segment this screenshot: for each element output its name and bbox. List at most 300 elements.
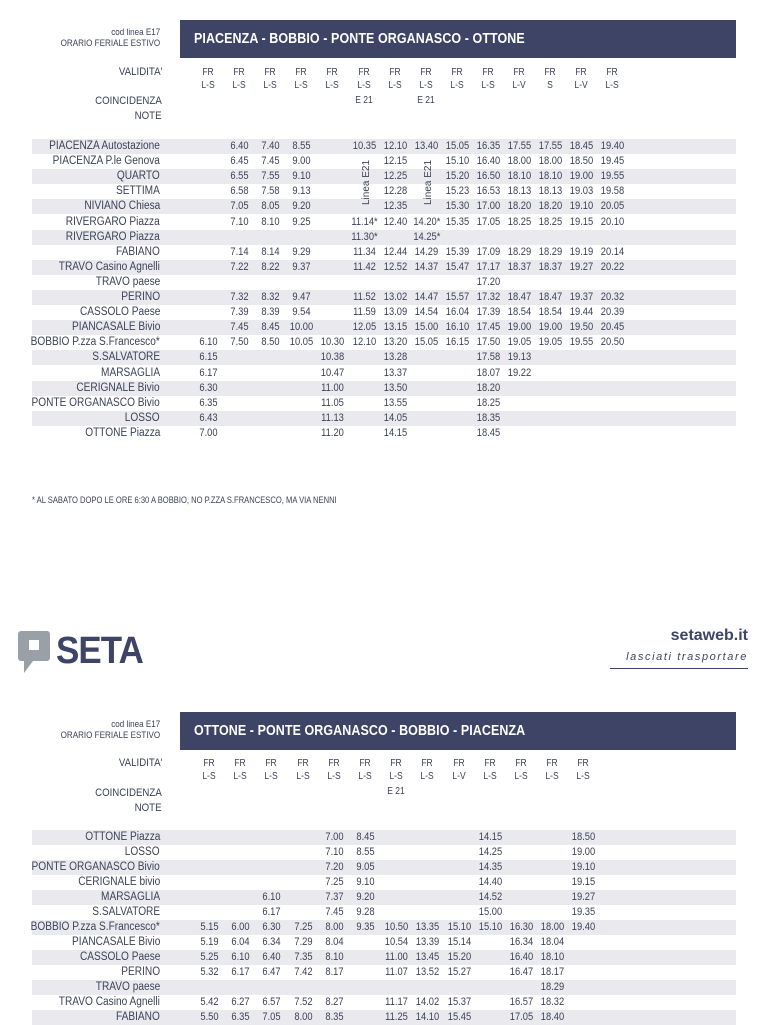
column-days: L-S xyxy=(295,771,310,782)
time-cell: 18.54 xyxy=(538,306,563,319)
time-cell: 20.32 xyxy=(601,291,625,303)
time-cell: 19.00 xyxy=(507,321,532,334)
time-cell: 19.00 xyxy=(572,846,596,858)
time-cell: 14.35 xyxy=(478,861,502,873)
time-cell: 6.58 xyxy=(230,185,249,198)
column-validity: FR xyxy=(234,758,246,769)
column-days: L-S xyxy=(201,80,215,91)
table-row xyxy=(32,305,736,320)
stop-name: FABIANO xyxy=(116,245,160,258)
time-cell: 6.43 xyxy=(199,411,218,424)
time-cell: 17.50 xyxy=(476,336,501,349)
time-cell: 16.35 xyxy=(476,140,501,152)
time-cell: 17.55 xyxy=(507,140,532,152)
column-days: L-S xyxy=(420,771,435,782)
seta-logo xyxy=(18,627,151,675)
time-cell: 12.28 xyxy=(383,185,407,198)
time-cell: 6.57 xyxy=(262,996,281,1008)
time-cell: 13.37 xyxy=(383,366,407,379)
time-cell: 6.47 xyxy=(262,966,281,978)
logo-text: SETA xyxy=(56,629,143,672)
column-validity: FR xyxy=(359,758,371,769)
time-cell: 6.35 xyxy=(199,396,218,409)
table-row xyxy=(32,875,736,890)
time-cell: 13.28 xyxy=(383,351,407,364)
stop-name: S.SALVATORE xyxy=(92,906,160,918)
time-cell: 19.05 xyxy=(538,336,563,349)
time-cell: 6.10 xyxy=(231,951,250,963)
time-cell: 18.13 xyxy=(507,185,532,198)
table-row xyxy=(32,426,736,441)
time-cell: 6.40 xyxy=(262,951,281,963)
time-cell: 7.00 xyxy=(325,831,344,843)
column-days: L-S xyxy=(545,771,559,782)
stop-name: TRAVO Casino Agnelli xyxy=(58,996,160,1008)
validity-label: VALIDITA' xyxy=(118,66,162,78)
table-row xyxy=(32,154,736,169)
time-cell: 7.35 xyxy=(293,951,313,963)
time-cell: 16.10 xyxy=(445,321,469,334)
table-row xyxy=(32,1010,736,1025)
time-cell: 15.00 xyxy=(478,906,502,918)
time-cell: 11.42 xyxy=(352,260,376,273)
stop-name: TRAVO paese xyxy=(95,981,160,993)
stop-name: CASSOLO Paese xyxy=(79,951,160,963)
time-cell: 7.45 xyxy=(261,155,280,168)
time-cell: 13.39 xyxy=(416,936,440,948)
column-days: L-S xyxy=(514,771,528,782)
table-row xyxy=(32,230,736,245)
time-cell: 18.37 xyxy=(538,260,563,273)
time-cell: 19.10 xyxy=(572,861,596,873)
time-cell: 9.00 xyxy=(292,155,311,168)
column-validity: FR xyxy=(296,758,309,769)
time-cell: 18.45 xyxy=(569,140,594,152)
time-cell: 9.20 xyxy=(356,891,375,903)
time-cell: 9.10 xyxy=(356,876,375,888)
column-days: L-S xyxy=(356,80,371,91)
stop-name: PERINO xyxy=(121,966,160,978)
time-cell: 7.40 xyxy=(261,140,280,152)
time-cell: 6.10 xyxy=(262,891,281,903)
stop-name: TRAVO Casino Agnelli xyxy=(58,260,160,273)
time-cell: 8.45 xyxy=(356,831,375,843)
time-cell: 8.00 xyxy=(293,1011,313,1023)
time-cell: 11.25 xyxy=(385,1011,409,1023)
time-cell: 5.50 xyxy=(200,1011,219,1023)
column-validity: FR xyxy=(357,67,370,78)
column-validity: FR xyxy=(390,758,402,769)
column-validity: FR xyxy=(577,758,590,769)
time-cell: 13.50 xyxy=(383,381,407,394)
time-cell: 7.00 xyxy=(199,426,218,439)
column-validity: FR xyxy=(264,67,276,78)
route-title xyxy=(180,712,736,750)
time-cell: 18.00 xyxy=(540,921,565,933)
time-cell: 19.55 xyxy=(601,170,625,183)
stop-name: RIVERGARO Piazza xyxy=(66,215,160,228)
time-cell: 11.13 xyxy=(321,411,345,424)
time-cell: 13.52 xyxy=(416,966,440,978)
time-cell: 10.30 xyxy=(321,336,345,349)
time-cell: 15.45 xyxy=(447,1011,471,1023)
time-cell: 16.53 xyxy=(476,185,501,198)
time-cell: 17.09 xyxy=(476,245,501,258)
time-cell: 5.19 xyxy=(200,936,219,948)
table-row xyxy=(32,995,736,1010)
time-cell: 16.50 xyxy=(476,170,501,183)
column-days: L-S xyxy=(263,80,277,91)
column-validity: FR xyxy=(295,67,307,78)
time-cell: 7.45 xyxy=(230,321,249,334)
stop-name: NIVIANO Chiesa xyxy=(84,200,160,213)
time-cell: 9.20 xyxy=(292,200,311,213)
column-days: L-V xyxy=(512,80,526,91)
time-cell: 9.37 xyxy=(292,260,311,273)
stop-name: MARSAGLIA xyxy=(100,366,160,379)
column-validity: FR xyxy=(452,758,465,769)
column-validity: FR xyxy=(575,67,587,78)
time-cell: 8.27 xyxy=(325,996,344,1008)
time-cell: 20.45 xyxy=(601,321,625,334)
time-cell: 18.25 xyxy=(538,215,563,228)
column-coincidenza: E 21 xyxy=(354,95,373,106)
time-cell: 18.40 xyxy=(540,1011,565,1023)
time-cell: 7.39 xyxy=(230,306,249,319)
time-cell: 8.45 xyxy=(261,321,280,334)
time-cell: 13.40 xyxy=(414,140,438,152)
time-cell: 11.07 xyxy=(385,966,409,978)
time-cell: 19.40 xyxy=(572,921,596,933)
time-cell: 18.07 xyxy=(476,366,501,379)
time-cell: 19.22 xyxy=(507,366,532,379)
time-cell: 7.05 xyxy=(230,200,249,213)
table-row xyxy=(32,905,736,920)
time-cell: 7.37 xyxy=(325,891,344,903)
time-cell: 9.47 xyxy=(292,291,311,303)
stop-name: LOSSO xyxy=(125,846,160,858)
time-cell: 7.14 xyxy=(230,245,249,258)
line-code xyxy=(60,27,160,49)
time-cell: 20.39 xyxy=(601,306,625,319)
column-validity: FR xyxy=(420,67,432,78)
time-cell: 19.50 xyxy=(569,321,594,334)
time-cell: 18.32 xyxy=(540,996,565,1008)
time-cell: 6.45 xyxy=(230,155,249,168)
time-cell: 7.32 xyxy=(230,291,249,303)
table-row xyxy=(32,935,736,950)
column-days: L-S xyxy=(202,771,216,782)
time-cell: 19.37 xyxy=(569,291,594,303)
stop-name: CERIGNALE bivio xyxy=(77,876,160,888)
time-cell: 14.25* xyxy=(413,230,441,243)
time-cell: 14.20* xyxy=(413,215,441,228)
time-cell: 12.10 xyxy=(352,336,376,349)
time-cell: 8.10 xyxy=(325,951,344,963)
time-cell: 11.59 xyxy=(352,306,376,319)
time-cell: 5.15 xyxy=(200,921,219,933)
column-validity: FR xyxy=(265,758,278,769)
stop-name: MARSAGLIA xyxy=(100,891,160,903)
column-validity: FR xyxy=(606,67,618,78)
time-cell: 13.09 xyxy=(383,306,407,319)
time-cell: 15.35 xyxy=(445,215,469,228)
time-cell: 14.05 xyxy=(383,411,407,424)
time-cell: 16.04 xyxy=(445,306,469,319)
time-cell: 8.22 xyxy=(261,260,280,273)
time-cell: 7.42 xyxy=(293,966,313,978)
time-cell: 18.50 xyxy=(569,155,594,168)
time-cell: 19.03 xyxy=(569,185,594,198)
time-cell: 11.52 xyxy=(352,291,376,303)
time-cell: 14.40 xyxy=(478,876,502,888)
coincidenza-label: COINCIDENZA xyxy=(95,95,162,107)
table-row xyxy=(32,950,736,965)
time-cell: 12.44 xyxy=(383,245,407,258)
column-validity: FR xyxy=(482,67,494,78)
line-code-text: cod linea E17 xyxy=(111,719,160,730)
time-cell: 15.10 xyxy=(447,921,471,933)
column-days: L-S xyxy=(389,771,403,782)
time-cell: 12.52 xyxy=(383,260,407,273)
time-cell: 6.34 xyxy=(262,936,281,948)
seta-logo-icon xyxy=(18,627,52,675)
time-cell: 20.50 xyxy=(601,336,625,349)
stop-name: SETTIMA xyxy=(116,185,160,198)
column-days: L-V xyxy=(451,771,466,782)
table-row xyxy=(32,965,736,980)
stop-name: PIANCASALE Bivio xyxy=(71,321,160,334)
time-cell: 13.15 xyxy=(383,321,407,334)
stop-name: PONTE ORGANASCO Bivio xyxy=(31,396,160,409)
time-cell: 17.05 xyxy=(476,215,501,228)
time-cell: 16.40 xyxy=(476,155,501,168)
time-cell: 19.15 xyxy=(572,876,596,888)
time-cell: 9.05 xyxy=(356,861,375,873)
time-cell: 5.25 xyxy=(200,951,219,963)
website-link[interactable]: setaweb.it xyxy=(670,627,748,644)
time-cell: 18.13 xyxy=(538,185,563,198)
time-cell: 8.00 xyxy=(325,921,344,933)
column-days: L-S xyxy=(419,80,433,91)
time-cell: 18.20 xyxy=(507,200,532,213)
stop-name: BOBBIO P.zza S.Francesco* xyxy=(30,921,160,933)
time-cell: 10.00 xyxy=(290,321,314,334)
time-cell: 6.27 xyxy=(231,996,250,1008)
coincidenza-label: COINCIDENZA xyxy=(95,787,162,799)
time-cell: 17.20 xyxy=(476,275,501,288)
table-row xyxy=(32,320,736,335)
time-cell: 20.22 xyxy=(601,260,625,273)
line-code-text: cod linea E17 xyxy=(111,27,160,38)
table-row xyxy=(32,335,736,350)
time-cell: 7.25 xyxy=(293,921,313,933)
time-cell: 19.19 xyxy=(569,245,594,258)
time-cell: 9.13 xyxy=(292,185,311,198)
time-cell: 7.58 xyxy=(261,185,280,198)
stop-name: RIVERGARO Piazza xyxy=(66,230,160,243)
time-cell: 14.52 xyxy=(478,891,502,903)
table-row xyxy=(32,381,736,396)
time-cell: 19.10 xyxy=(569,200,594,213)
time-cell: 17.00 xyxy=(476,200,501,213)
time-cell: 18.10 xyxy=(540,951,565,963)
column-days: L-S xyxy=(605,80,619,91)
column-days: L-S xyxy=(450,80,464,91)
time-cell: 12.15 xyxy=(383,155,407,168)
time-cell: 15.10 xyxy=(478,921,502,933)
column-validity: FR xyxy=(451,67,463,78)
table-row xyxy=(32,199,736,214)
time-cell: 9.35 xyxy=(356,921,375,933)
time-cell: 14.15 xyxy=(383,426,407,439)
time-cell: 19.27 xyxy=(572,891,596,903)
time-cell: 6.00 xyxy=(231,921,250,933)
time-cell: 15.57 xyxy=(445,291,469,303)
time-cell: 18.47 xyxy=(538,291,563,303)
column-days: L-S xyxy=(483,771,497,782)
time-cell: 18.10 xyxy=(507,170,532,183)
table-row xyxy=(32,920,736,935)
time-cell: 6.15 xyxy=(199,351,218,364)
time-cell: 8.39 xyxy=(261,306,280,319)
time-cell: 7.25 xyxy=(325,876,344,888)
time-cell: 12.35 xyxy=(383,200,407,213)
time-cell: 12.25 xyxy=(383,170,407,183)
time-cell: 14.37 xyxy=(414,260,438,273)
time-cell: 17.17 xyxy=(476,260,501,273)
time-cell: 6.17 xyxy=(262,906,281,918)
time-cell: 16.40 xyxy=(509,951,534,963)
route-title xyxy=(180,20,736,58)
time-cell: 8.14 xyxy=(261,245,280,258)
time-cell: 18.00 xyxy=(507,155,532,168)
time-cell: 17.32 xyxy=(476,291,501,303)
time-cell: 11.34 xyxy=(352,245,376,258)
column-validity: FR xyxy=(515,758,527,769)
time-cell: 7.55 xyxy=(261,170,280,183)
time-cell: 7.10 xyxy=(230,215,249,228)
time-cell: 10.35 xyxy=(352,140,376,152)
time-cell: 20.05 xyxy=(601,200,625,213)
column-days: L-S xyxy=(387,80,402,91)
column-validity: FR xyxy=(513,67,525,78)
time-cell: 18.45 xyxy=(476,426,501,439)
time-cell: 7.05 xyxy=(262,1011,281,1023)
time-cell: 5.42 xyxy=(200,996,219,1008)
column-validity: FR xyxy=(328,758,340,769)
time-cell: 18.20 xyxy=(538,200,563,213)
route-title-text: PIACENZA - BOBBIO - PONTE ORGANASCO - OTTONE xyxy=(194,31,525,47)
time-cell: 19.05 xyxy=(507,336,532,349)
time-cell: 8.10 xyxy=(261,215,280,228)
stop-name: PIACENZA P.le Genova xyxy=(52,155,160,168)
stop-name: CASSOLO Paese xyxy=(79,306,160,319)
time-cell: 18.35 xyxy=(476,411,501,424)
time-cell: 18.37 xyxy=(507,260,532,273)
stop-name: QUARTO xyxy=(117,170,160,183)
time-cell: 14.54 xyxy=(414,306,438,319)
time-cell: 15.00 xyxy=(414,321,438,334)
note-label: NOTE xyxy=(135,110,162,122)
note-label: NOTE xyxy=(135,802,162,814)
stop-name: CERIGNALE Bivio xyxy=(76,381,160,394)
stop-name: TRAVO paese xyxy=(95,275,160,288)
table-row xyxy=(32,139,736,154)
column-coincidenza: E 21 xyxy=(387,786,405,797)
time-cell: 11.00 xyxy=(385,951,409,963)
column-validity: FR xyxy=(233,67,245,78)
time-cell: 16.34 xyxy=(509,936,534,948)
schedule-label: ORARIO FERIALE ESTIVO xyxy=(60,38,160,49)
footnote: * AL SABATO DOPO LE ORE 6:30 A BOBBIO, NO P.ZZA S.FRANCESCO, MA VIA NENNI xyxy=(32,495,337,506)
time-cell: 7.52 xyxy=(293,996,313,1008)
time-cell: 18.47 xyxy=(507,291,532,303)
time-cell: 12.10 xyxy=(383,140,407,152)
time-cell: 18.04 xyxy=(540,936,565,948)
time-cell: 11.17 xyxy=(385,996,409,1008)
column-days: L-S xyxy=(358,771,372,782)
time-cell: 19.44 xyxy=(569,306,594,319)
time-cell: 19.00 xyxy=(569,170,594,183)
time-cell: 19.55 xyxy=(569,336,594,349)
column-validity: FR xyxy=(326,67,339,78)
time-cell: 10.05 xyxy=(290,336,314,349)
time-cell: 20.14 xyxy=(601,245,625,258)
time-cell: 18.29 xyxy=(538,245,563,258)
time-cell: 6.04 xyxy=(231,936,250,948)
stop-name: FABIANO xyxy=(116,1011,160,1023)
time-cell: 12.40 xyxy=(383,215,407,228)
stop-name: PERINO xyxy=(121,291,160,303)
time-cell: 10.38 xyxy=(321,351,345,364)
stop-name: BOBBIO P.zza S.Francesco* xyxy=(30,336,160,349)
time-cell: 9.28 xyxy=(356,906,375,918)
route-title-text: OTTONE - PONTE ORGANASCO - BOBBIO - PIACENZA xyxy=(194,723,526,739)
time-cell: 13.35 xyxy=(416,921,440,933)
time-cell: 14.29 xyxy=(414,245,438,258)
time-cell: 11.20 xyxy=(321,426,345,439)
time-cell: 6.17 xyxy=(199,366,218,379)
validity-label: VALIDITA' xyxy=(118,757,162,769)
time-cell: 8.50 xyxy=(261,336,280,349)
linea-e21-label: Linea E21 xyxy=(361,159,373,206)
time-cell: 9.29 xyxy=(292,245,311,258)
divider xyxy=(610,668,748,669)
time-cell: 10.47 xyxy=(321,366,345,379)
time-cell: 14.02 xyxy=(416,996,440,1008)
time-cell: 17.05 xyxy=(509,1011,534,1023)
time-cell: 19.58 xyxy=(601,185,625,198)
time-cell: 15.37 xyxy=(447,996,471,1008)
time-cell: 9.10 xyxy=(292,170,311,183)
time-cell: 7.50 xyxy=(230,336,249,349)
table-row xyxy=(32,260,736,275)
time-cell: 11.00 xyxy=(321,381,345,394)
time-cell: 7.29 xyxy=(293,936,313,948)
time-cell: 6.35 xyxy=(231,1011,250,1023)
time-cell: 12.05 xyxy=(352,321,376,334)
time-cell: 14.10 xyxy=(416,1011,440,1023)
time-cell: 19.40 xyxy=(601,140,625,152)
time-cell: 5.32 xyxy=(200,966,219,978)
time-cell: 13.02 xyxy=(383,291,407,303)
time-cell: 6.30 xyxy=(262,921,281,933)
time-cell: 8.55 xyxy=(356,846,375,858)
time-cell: 18.17 xyxy=(540,966,565,978)
time-cell: 20.10 xyxy=(601,215,625,228)
time-cell: 18.25 xyxy=(476,396,501,409)
